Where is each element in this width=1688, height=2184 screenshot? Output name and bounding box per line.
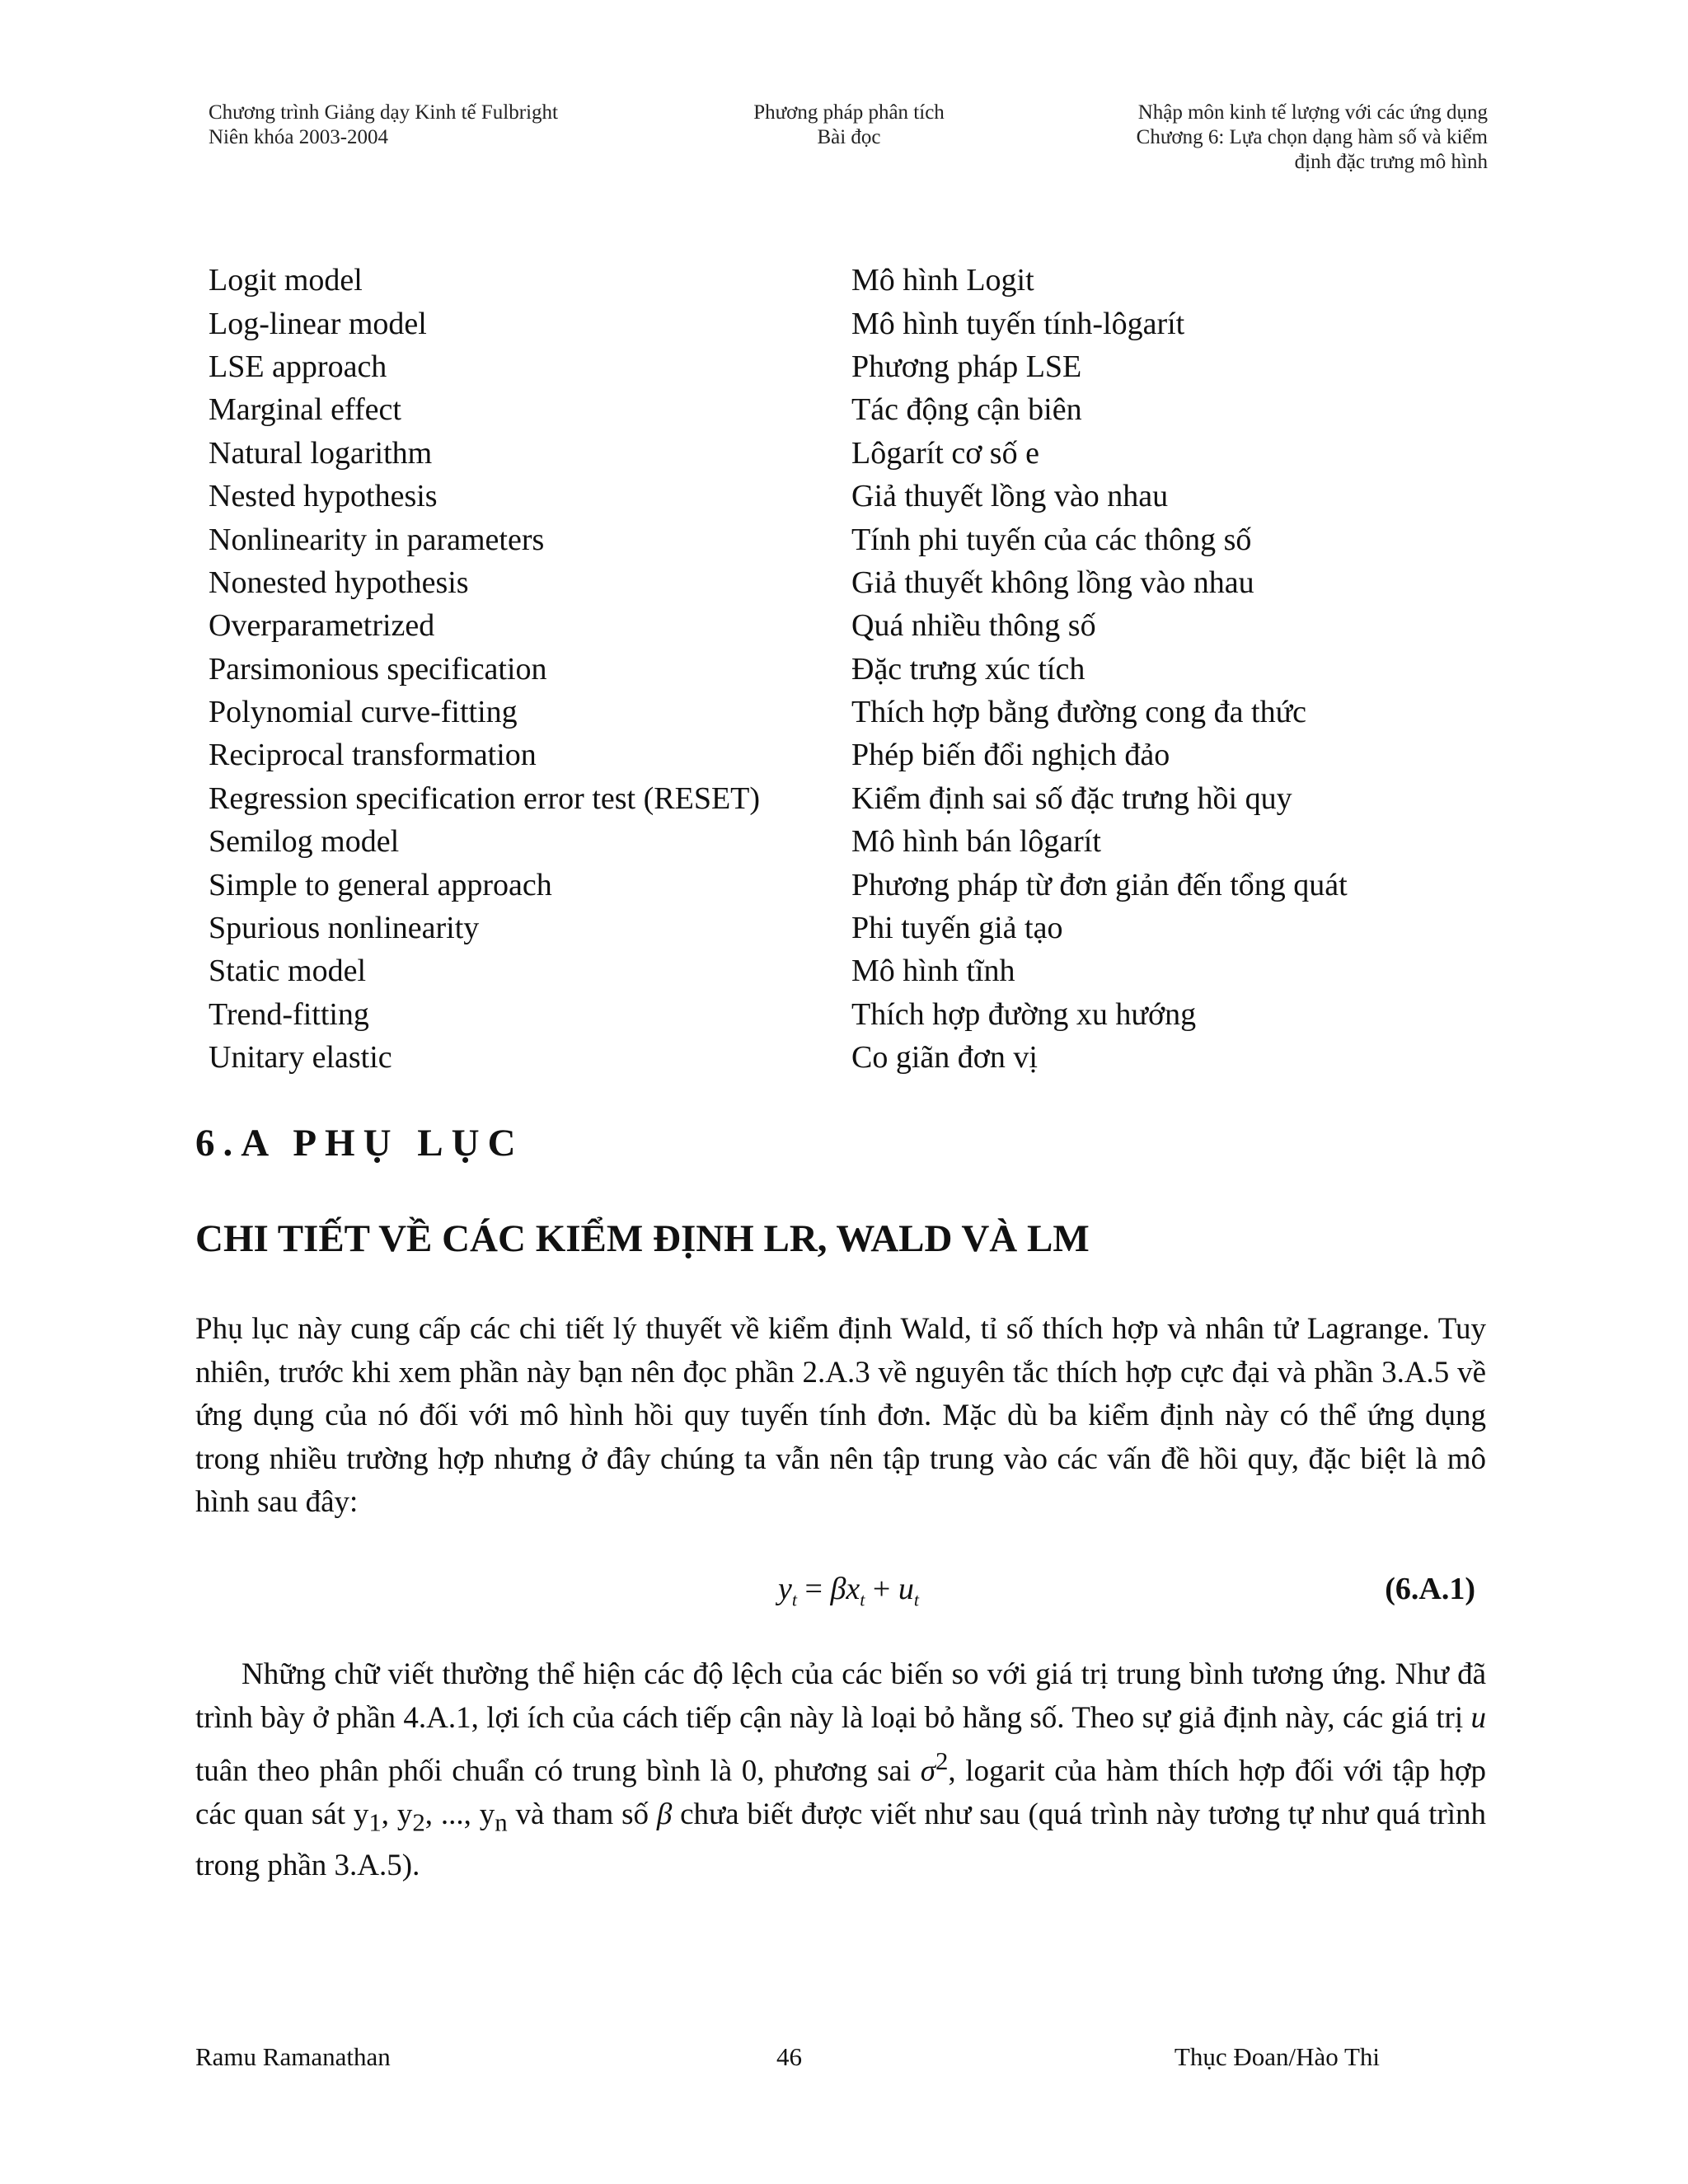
- glossary-term-vi: Lôgarít cơ số e: [851, 435, 1039, 471]
- glossary-row: [209, 345, 1494, 388]
- glossary-term-en: Simple to general approach: [209, 867, 552, 902]
- glossary-term-en: Nonlinearity in parameters: [209, 522, 545, 557]
- glossary-term-vi: Phương pháp LSE: [851, 349, 1082, 384]
- p2-subn: n: [495, 1808, 508, 1837]
- eq-u: u: [898, 1572, 914, 1606]
- glossary-term-en: Marginal effect: [209, 392, 401, 428]
- glossary-term-vi: Kiểm định sai số đặc trưng hồi quy: [851, 780, 1292, 816]
- glossary-term-en: Reciprocal transformation: [209, 738, 537, 773]
- header-year: Niên khóa 2003-2004: [209, 126, 389, 148]
- glossary-term-en: Parsimonious specification: [209, 651, 547, 687]
- glossary-row: [209, 561, 1494, 604]
- glossary-term-vi: Giả thuyết lồng vào nhau: [851, 479, 1169, 514]
- p2-beta: β: [656, 1797, 673, 1831]
- glossary-row: [209, 691, 1494, 733]
- header-program: Chương trình Giảng dạy Kinh tế Fulbright: [209, 101, 558, 124]
- footer-translator: Thục Đoan/Hào Thi: [1174, 2042, 1380, 2071]
- section-heading: 6.A PHỤ LỤC: [195, 1122, 524, 1165]
- paragraph-assumptions: [195, 1653, 1486, 1887]
- p2-sigma: σ: [920, 1754, 935, 1788]
- eq-x-sub: t: [860, 1589, 865, 1610]
- p2-sub2: 2: [412, 1808, 425, 1837]
- eq-equals: =: [797, 1572, 831, 1606]
- glossary-term-vi: Thích hợp bằng đường cong đa thức: [851, 695, 1307, 730]
- glossary-term-en: Logit model: [209, 263, 363, 298]
- glossary-row: [209, 302, 1494, 344]
- glossary-term-vi: Phép biến đổi nghịch đảo: [851, 738, 1170, 773]
- glossary-term-vi: Thích hợp đường xu hướng: [851, 996, 1197, 1032]
- glossary-term-vi: Mô hình tĩnh: [851, 954, 1015, 989]
- eq-y-sub: t: [791, 1589, 797, 1610]
- page-number: 46: [776, 2042, 802, 2071]
- glossary-term-vi: Mô hình Logit: [851, 263, 1034, 298]
- glossary-term-en: Spurious nonlinearity: [209, 911, 480, 946]
- p2-part4: và tham số: [507, 1797, 657, 1831]
- header-left: [209, 101, 558, 150]
- glossary-term-vi: Đặc trưng xúc tích: [851, 651, 1085, 687]
- glossary-term-vi: Phương pháp từ đơn giản đến tổng quát: [851, 867, 1348, 902]
- p2-part2: tuân theo phân phối chuẩn có trung bình là 0, phương sai: [195, 1754, 921, 1788]
- glossary-term-vi: Tác động cận biên: [851, 392, 1082, 428]
- glossary-row: [209, 1036, 1494, 1079]
- glossary-row: [209, 907, 1494, 949]
- glossary-row: [209, 388, 1494, 431]
- glossary-term-en: Unitary elastic: [209, 1040, 392, 1076]
- header-chapter-line1: Chương 6: Lựa chọn dạng hàm số và kiểm: [1136, 126, 1488, 148]
- glossary-term-en: Semilog model: [209, 824, 400, 860]
- p2-part1: Những chữ viết thường thể hiện các độ lệch của các biến so với giá trị trung bình tương ứng. Như đã trình bày ở phần 4.A.1, lợi ích của cách tiếp cận này là loại bỏ hằng số. Theo sự giả định này, các giá trị: [195, 1657, 1486, 1735]
- p2-part5: chưa biết được viết như sau (quá trình này tương tự như quá trình trong phần 3.A.5).: [195, 1797, 1487, 1882]
- header-course: Phương pháp phân tích: [753, 101, 945, 124]
- p2-sigma-sup: 2: [935, 1747, 949, 1775]
- glossary-term-vi: Quá nhiều thông số: [851, 608, 1096, 644]
- glossary-row: [209, 777, 1494, 820]
- glossary-term-en: Natural logarithm: [209, 435, 433, 471]
- glossary-row: [209, 475, 1494, 518]
- glossary-list: [209, 259, 1494, 1079]
- appendix-title: CHI TIẾT VỀ CÁC KIỂM ĐỊNH LR, WALD VÀ LM: [195, 1217, 1090, 1260]
- glossary-row: [209, 648, 1494, 691]
- glossary-term-en: Polynomial curve-fitting: [209, 695, 518, 730]
- p2-part3: , logarit của hàm thích hợp đối với tập hợp các quan sát y: [195, 1754, 1486, 1831]
- glossary-term-vi: Tính phi tuyến của các thông số: [851, 522, 1252, 557]
- paragraph-intro: Phụ lục này cung cấp các chi tiết lý thuyết về kiểm định Wald, tỉ số thích hợp và nhân tử Lagrange. Tuy nhiên, trước khi xem phần này bạn nên đọc phần 2.A.3 về nguyên tắc thích hợp cực đại và phần 3.A.5 về ứng dụng của nó đối với mô hình hồi quy tuyến tính đơn. Mặc dù ba kiểm định này có thể ứng dụng trong nhiều trường hợp nhưng ở đây chúng ta vẫn nên tập trung vào các vấn đề hồi quy, đặc biệt là mô hình sau đây:: [195, 1312, 1486, 1519]
- glossary-term-en: Nonested hypothesis: [209, 565, 469, 600]
- glossary-row: [209, 863, 1494, 906]
- p2-sub1: 1: [368, 1808, 382, 1837]
- glossary-term-en: Regression specification error test (RESET): [209, 780, 761, 816]
- glossary-term-en: Overparametrized: [209, 608, 435, 644]
- glossary-term-vi: Mô hình tuyến tính-lôgarít: [851, 306, 1185, 341]
- p2-sep2: , ..., y: [424, 1797, 495, 1831]
- glossary-row: [209, 259, 1494, 302]
- glossary-row: [209, 432, 1494, 475]
- header-type: Bài đọc: [817, 126, 881, 148]
- eq-u-sub: t: [913, 1589, 919, 1610]
- footer-author: Ramu Ramanathan: [195, 2042, 391, 2071]
- glossary-term-en: LSE approach: [209, 349, 387, 384]
- glossary-term-vi: Giả thuyết không lồng vào nhau: [851, 565, 1254, 600]
- eq-beta: β: [830, 1572, 846, 1606]
- glossary-row: [209, 604, 1494, 647]
- eq-plus: +: [865, 1572, 898, 1606]
- header-center: [734, 101, 964, 150]
- glossary-term-vi: Mô hình bán lôgarít: [851, 824, 1101, 860]
- header-book-title: Nhập môn kinh tế lượng với các ứng dụng: [1137, 101, 1488, 124]
- glossary-row: [209, 518, 1494, 560]
- glossary-term-vi: Phi tuyến giả tạo: [851, 911, 1063, 946]
- glossary-row: [209, 949, 1494, 992]
- p2-sep1: , y: [381, 1797, 413, 1831]
- equation: [778, 1571, 919, 1611]
- equation-number: (6.A.1): [1385, 1572, 1475, 1606]
- glossary-term-vi: Co giãn đơn vị: [851, 1040, 1038, 1076]
- eq-x: x: [846, 1572, 860, 1606]
- glossary-term-en: Nested hypothesis: [209, 479, 438, 514]
- glossary-row: [209, 820, 1494, 863]
- eq-y: y: [778, 1572, 792, 1606]
- glossary-term-en: Log-linear model: [209, 306, 427, 341]
- glossary-term-en: Trend-fitting: [209, 996, 369, 1032]
- p2-u: u: [1470, 1700, 1486, 1735]
- glossary-row: [209, 733, 1494, 776]
- header-chapter-line2: định đặc trưng mô hình: [1294, 151, 1488, 173]
- glossary-term-en: Static model: [209, 954, 367, 989]
- glossary-row: [209, 993, 1494, 1036]
- header-right: [1137, 101, 1488, 175]
